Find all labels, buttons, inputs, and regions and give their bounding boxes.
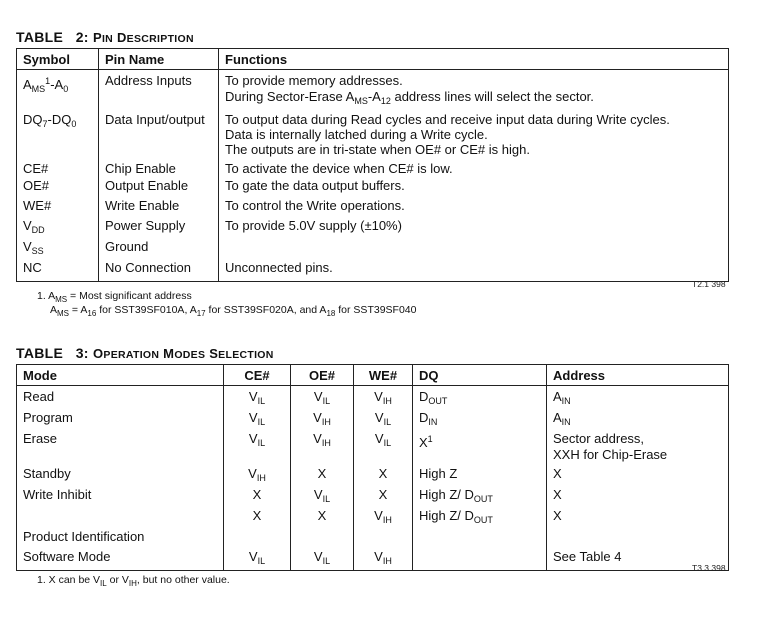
operation-modes-table — [16, 364, 729, 571]
sym-part: IL — [383, 417, 392, 427]
symbol: NC — [23, 260, 42, 275]
oe-cell — [291, 386, 354, 410]
sym-part: D — [419, 389, 429, 404]
table3-title — [16, 345, 274, 361]
note-part: = Most significant address — [67, 290, 192, 302]
table-row — [17, 259, 729, 281]
table2-title-part: IN — [101, 33, 114, 45]
header-address: Address — [547, 365, 729, 386]
sym-part: IL — [322, 396, 331, 406]
header-functions: Functions — [219, 49, 729, 70]
sym-part: IN — [561, 396, 571, 406]
sym-part: A — [553, 410, 562, 425]
symbol-dq — [17, 109, 99, 157]
sym-part: DD — [31, 225, 45, 235]
pin-name: Output Enable — [99, 177, 219, 197]
note-part: A — [50, 304, 58, 316]
sym-part: -A — [50, 77, 64, 92]
oe-cell — [291, 486, 354, 507]
sym-part: V — [248, 549, 258, 564]
sym-part: V — [374, 549, 383, 564]
dq-cell — [413, 486, 547, 507]
mode-cell: Program — [23, 410, 73, 425]
table-row — [17, 70, 729, 110]
table-row — [17, 217, 729, 238]
ce-cell: X — [224, 486, 291, 507]
sym-part: SS — [31, 246, 44, 256]
note-part: MS — [55, 295, 68, 304]
sym-part: A — [23, 77, 32, 92]
header-ce: CE# — [224, 365, 291, 386]
sym-part: IH — [256, 473, 266, 483]
table-row — [17, 409, 729, 430]
we-cell — [354, 548, 413, 570]
sym-part: IH — [382, 515, 392, 525]
function-text: To gate the data output buffers. — [219, 177, 729, 197]
address-line: XXH for Chip-Erase — [553, 447, 668, 462]
sym-part: 0 — [63, 84, 69, 94]
function-text: Unconnected pins. — [219, 259, 729, 281]
table2-number: 2: — [75, 29, 89, 45]
table-row — [17, 157, 729, 177]
sym-part: OUT — [473, 515, 493, 525]
address-cell — [547, 386, 729, 410]
oe-cell — [291, 548, 354, 570]
symbol-vss — [17, 238, 99, 259]
note-part: for SST39SF020A, and A — [205, 304, 327, 316]
we-cell: X — [354, 465, 413, 486]
table3-tag: T3.3 398 — [692, 563, 726, 573]
header-pin-name: Pin Name — [99, 49, 219, 70]
ce-cell: X — [224, 507, 291, 528]
sym-part: IL — [257, 438, 266, 448]
table-row — [17, 528, 729, 548]
sym-part: V — [313, 410, 322, 425]
table-header-row — [17, 365, 729, 386]
text-part: High Z/ D — [419, 487, 474, 502]
text-part: During Sector-Erase A — [225, 89, 355, 104]
note-part: IH — [128, 579, 137, 588]
pin-name: Write Enable — [99, 197, 219, 217]
sym-part: V — [374, 508, 383, 523]
note-part: or V — [106, 574, 129, 586]
sym-part: V — [313, 549, 323, 564]
sym-part: DQ — [23, 112, 43, 127]
sym-part: 1 — [45, 76, 51, 86]
table-header-row — [17, 49, 729, 70]
pin-name: Ground — [99, 238, 219, 259]
ce-cell — [224, 465, 291, 486]
sym-part: V — [374, 431, 384, 446]
table3-number: 3: — [75, 345, 89, 361]
mode-cell: Write Inhibit — [23, 487, 92, 502]
sym-part: V — [23, 218, 32, 233]
table-row — [17, 109, 729, 157]
address-cell — [547, 409, 729, 430]
sym-part: V — [248, 431, 258, 446]
dq-cell — [413, 430, 547, 465]
note-part: 16 — [87, 309, 97, 318]
dq-cell — [413, 507, 547, 528]
pin-name: Power Supply — [99, 217, 219, 238]
note-part: for SST39SF040 — [335, 304, 417, 316]
table-row — [17, 197, 729, 217]
sym-part: D — [419, 410, 429, 425]
dq-cell — [413, 386, 547, 410]
mode-cell: Software Mode — [23, 549, 111, 564]
sym-part: V — [248, 389, 258, 404]
sym-part: 0 — [71, 119, 77, 129]
table2-title-part: P — [92, 30, 102, 45]
function-line: To output data during Read cycles and receive input data during Write cycles. — [225, 112, 670, 127]
function-text — [219, 238, 729, 259]
we-cell — [354, 507, 413, 528]
function-line — [225, 89, 722, 109]
pin-name: Data Input/output — [99, 109, 219, 157]
address-cell: X — [547, 486, 729, 507]
table-row — [17, 430, 729, 465]
function-line: Data is internally latched during a Write cycle. — [225, 127, 488, 142]
mode-cell: Product Identification — [23, 529, 145, 544]
sym-part: OUT — [428, 396, 448, 406]
pin-name: Chip Enable — [99, 157, 219, 177]
header-we: WE# — [354, 365, 413, 386]
table-row — [17, 486, 729, 507]
table3-title-part: PERATION — [103, 349, 160, 361]
pin-name: No Connection — [99, 259, 219, 281]
sym-part: IL — [322, 556, 331, 566]
table3-title-part: ODES — [174, 349, 206, 361]
text-part: address lines will select the sector. — [390, 89, 594, 104]
sym-part: V — [248, 410, 258, 425]
text-part: High Z/ D — [419, 508, 474, 523]
note-part: = A — [69, 304, 88, 316]
note-part: IL — [100, 579, 107, 588]
sym-part: IL — [257, 396, 266, 406]
text-part: 12 — [380, 96, 391, 106]
symbol-ams — [17, 70, 99, 110]
function-text: To activate the device when CE# is low. — [219, 157, 729, 177]
sym-part: IL — [383, 438, 392, 448]
ce-cell — [224, 528, 291, 548]
sym-part: 7 — [42, 119, 48, 129]
function-text: To control the Write operations. — [219, 197, 729, 217]
sym-part: -DQ — [47, 112, 72, 127]
table2-title-part: D — [113, 30, 127, 45]
address-line: Sector address, — [553, 431, 645, 446]
address-cell — [547, 430, 729, 465]
dq-cell: High Z — [413, 465, 547, 486]
sym-part: V — [313, 389, 323, 404]
note-part: 18 — [326, 309, 336, 318]
note-part: for SST39SF010A, A — [96, 304, 197, 316]
note-part: 1. A — [37, 290, 56, 302]
mode-cell: Read — [23, 389, 55, 404]
sym-part: IL — [257, 556, 266, 566]
table2-tag: T2.1 398 — [692, 279, 726, 289]
mode-cell: Standby — [23, 466, 71, 481]
sym-part: IN — [428, 417, 438, 427]
header-dq: DQ — [413, 365, 547, 386]
dq-cell — [413, 548, 547, 570]
sym-part: A — [553, 389, 562, 404]
oe-cell — [291, 528, 354, 548]
footnote-ref: 1 — [427, 434, 433, 444]
table2-footnote-2 — [50, 303, 416, 321]
header-symbol: Symbol — [17, 49, 99, 70]
note-part: 1. X can be V — [37, 574, 101, 586]
sym-part: V — [313, 487, 323, 502]
address-cell: X — [547, 507, 729, 528]
oe-cell: X — [291, 465, 354, 486]
table2-title-part: ESCRIPTION — [126, 33, 194, 45]
table3-label: TABLE — [16, 345, 64, 361]
mode-cell — [17, 507, 224, 528]
text-part: -A — [367, 89, 381, 104]
note-part: MS — [57, 309, 70, 318]
symbol: CE# — [23, 161, 49, 176]
address-cell: X — [547, 465, 729, 486]
we-cell: X — [354, 486, 413, 507]
sym-part: IH — [321, 417, 331, 427]
function-line: The outputs are in tri-state when OE# or CE# is high. — [225, 142, 530, 157]
text-part: MS — [354, 96, 368, 106]
sym-part: V — [23, 239, 32, 254]
text-part: X — [419, 435, 428, 450]
sym-part: OUT — [473, 494, 493, 504]
sym-part: IH — [321, 438, 331, 448]
mode-cell: Erase — [23, 431, 57, 446]
header-oe: OE# — [291, 365, 354, 386]
table3-title-part: ELECTION — [218, 349, 274, 361]
sym-part: IH — [382, 396, 392, 406]
function-line: To provide memory addresses. — [225, 73, 403, 88]
sym-part: MS — [31, 84, 46, 94]
sym-part: V — [313, 431, 322, 446]
symbol: WE# — [23, 198, 52, 213]
sym-part: V — [374, 410, 384, 425]
symbol: OE# — [23, 178, 50, 193]
function-text: To provide 5.0V supply (±10%) — [219, 217, 729, 238]
header-mode: Mode — [17, 365, 224, 386]
sym-part: V — [248, 466, 257, 481]
sym-part: V — [374, 389, 383, 404]
function-text — [219, 70, 729, 110]
dq-cell — [413, 528, 547, 548]
pin-description-table — [16, 48, 729, 282]
table-row — [17, 238, 729, 259]
oe-cell — [291, 430, 354, 465]
ce-cell — [224, 409, 291, 430]
table3-footnote-1 — [37, 573, 230, 591]
sym-part: IL — [257, 417, 266, 427]
we-cell — [354, 409, 413, 430]
table-row — [17, 386, 729, 410]
we-cell — [354, 528, 413, 548]
oe-cell — [291, 409, 354, 430]
note-part: 17 — [196, 309, 206, 318]
table-row — [17, 507, 729, 528]
sym-part: IH — [382, 556, 392, 566]
note-part: , but no other value. — [136, 574, 230, 586]
table3-title-part: S — [205, 346, 219, 361]
table-row — [17, 548, 729, 570]
table-row — [17, 465, 729, 486]
sym-part: IL — [322, 494, 331, 504]
we-cell — [354, 430, 413, 465]
pin-name: Address Inputs — [99, 70, 219, 110]
function-text — [219, 109, 729, 157]
table-row — [17, 177, 729, 197]
address-cell — [547, 528, 729, 548]
ce-cell — [224, 386, 291, 410]
table3-title-part: O — [92, 346, 104, 361]
ce-cell — [224, 430, 291, 465]
address-cell: See Table 4 — [547, 548, 729, 570]
symbol-vdd — [17, 217, 99, 238]
dq-cell — [413, 409, 547, 430]
sym-part: IN — [561, 417, 571, 427]
we-cell — [354, 386, 413, 410]
oe-cell: X — [291, 507, 354, 528]
table3-title-part: M — [159, 346, 175, 361]
table2-title — [16, 29, 194, 45]
table2-label: TABLE — [16, 29, 64, 45]
ce-cell — [224, 548, 291, 570]
